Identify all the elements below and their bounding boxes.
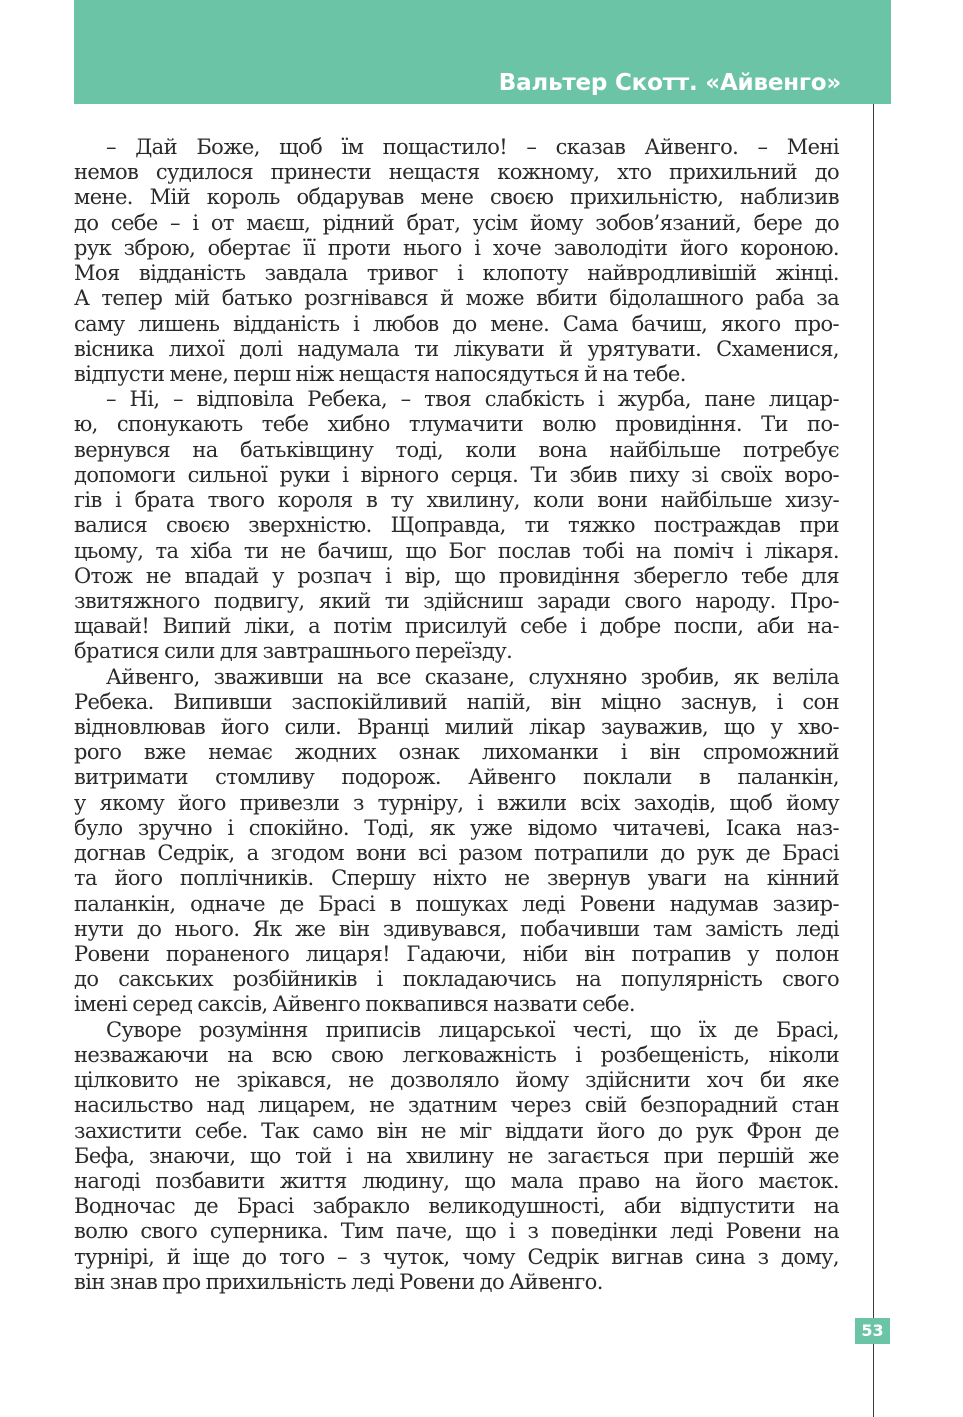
margin-rule xyxy=(873,104,874,1417)
text-line: рук зброю, обертає її проти нього і хоче заволодіти його короною. xyxy=(74,235,839,260)
text-line: Айвенго, зваживши на все сказане, слухняно зробив, як веліла xyxy=(106,664,839,689)
text-line: немов судилося принести нещастя кожному, хто прихильний до xyxy=(74,160,839,185)
text-line: насильство над лицарем, не здатним через свій безпорадний стан xyxy=(74,1093,839,1118)
text-line: відновлював його сили. Вранці милий лікар зауважив, що у хво- xyxy=(74,715,839,740)
text-line: саму лишень відданість і любов до мене. Сама бачиш, якого про- xyxy=(74,311,839,336)
text-line: цілковито не зрікався, не дозволяло йому здійснити хоч би яке xyxy=(74,1068,839,1093)
text-line: нагоді позбавити життя людину, що мала право на його маєток. xyxy=(74,1168,839,1193)
text-line: було зручно і спокійно. Тоді, як уже відомо читачеві, Ісака наз- xyxy=(74,815,839,840)
text-line: у якому його привезли з турніру, і вжили всіх заходів, щоб йому xyxy=(74,790,839,815)
text-line: – Дай Боже, щоб їм пощастило! – сказав Айвенго. – Мені xyxy=(106,135,839,159)
text-line: імені серед саксів, Айвенго поквапився назвати себе. xyxy=(74,992,636,1017)
text-line: вернувся на батьківщину тоді, коли вона найбільше потребує xyxy=(74,437,839,462)
text-line: він знав про прихильність леді Ровени до Айвенго. xyxy=(74,1269,603,1294)
text-line: цьому, та хіба ти не бачиш, що Бог послав тобі на поміч і лікаря. xyxy=(74,538,839,563)
text-line: мене. Мій король обдарував мене своєю прихильністю, наблизив xyxy=(74,185,839,210)
text-line: та його поплічників. Спершу ніхто не звернув уваги на кінний xyxy=(74,866,839,891)
text-line: до себе – і от маєш, рідний брат, усім йому зобов’язаний, бере до xyxy=(74,210,839,235)
text-line: допомоги сильної руки і вірного серця. Ти збив пиху зі своїх воро- xyxy=(74,462,839,487)
text-line: до сакських розбійників і покладаючись на популярність свого xyxy=(74,967,839,992)
text-line: ю, спонукають тебе хибно тлумачити волю провидіння. Ти по- xyxy=(74,412,839,437)
text-line: витримати стомливу подорож. Айвенго поклали в паланкін, xyxy=(74,765,839,790)
text-line: Моя відданість завдала тривог і клопоту найвродливішій жінці. xyxy=(74,261,839,286)
text-line: братися сили для завтрашнього переїзду. xyxy=(74,639,513,664)
text-line: незважаючи на всю свою легковажність і розбещеність, ніколи xyxy=(74,1042,839,1067)
text-line: турнірі, й іще до того – з чуток, чому Седрік вигнав сина з дому, xyxy=(74,1244,839,1269)
text-line: Бефа, знаючи, що той і на хвилину не загається при першій же xyxy=(74,1143,839,1168)
text-line: – Ні, – відповіла Ребека, – твоя слабкість і журба, пане лицар- xyxy=(106,387,839,412)
header-band xyxy=(74,0,891,104)
running-header-title: Вальтер Скотт. «Айвенго» xyxy=(498,70,841,96)
text-line: гів і брата твого короля в ту хвилину, коли вони найбільше хизу- xyxy=(74,488,839,513)
text-line: захистити себе. Так само він не міг віддати його до рук Фрон де xyxy=(74,1118,839,1143)
text-line: валися своєю зверхністю. Щоправда, ти тяжко постраждав при xyxy=(74,513,839,538)
text-line: нути до нього. Як же він здивувався, побачивши там замість леді xyxy=(74,916,839,941)
text-line: Водночас де Брасі забракло великодушності, аби відпустити на xyxy=(74,1194,839,1219)
text-line: волю свого суперника. Тим паче, що і з поведінки леді Ровени на xyxy=(74,1219,839,1244)
text-line: паланкін, одначе де Брасі в пошуках леді Ровени надумав зазир- xyxy=(74,891,839,916)
text-line: рого вже немає жодних ознак лихоманки і він спроможний xyxy=(74,740,839,765)
text-line: відпусти мене, перш ніж нещастя напосядуться й на тебе. xyxy=(74,361,686,386)
text-body xyxy=(74,135,839,1295)
text-line: Отож не впадай у розпач і вір, що провидіння зберегло тебе для xyxy=(74,563,839,588)
text-line: Ровени пораненого лицаря! Гадаючи, ніби він потрапив у полон xyxy=(74,942,839,966)
text-line: вісника лихої долі надумала ти лікувати й урятувати. Схаменися, xyxy=(74,336,839,361)
text-line: А тепер мій батько розгнівався й може вбити бідолашного раба за xyxy=(74,286,839,311)
text-line: звитяжного подвигу, який ти здійсниш заради свого народу. Про- xyxy=(74,588,839,613)
text-line: щавай! Випий ліки, а потім присилуй себе і добре поспи, аби на- xyxy=(74,614,839,639)
text-line: догнав Седрік, а згодом вони всі разом потрапили до рук де Брасі xyxy=(74,841,839,866)
page-number: 53 xyxy=(855,1318,890,1344)
text-line: Суворе розуміння приписів лицарської честі, що їх де Брасі, xyxy=(106,1017,839,1042)
text-line: Ребека. Випивши заспокійливий напій, він міцно заснув, і сон xyxy=(74,689,839,714)
